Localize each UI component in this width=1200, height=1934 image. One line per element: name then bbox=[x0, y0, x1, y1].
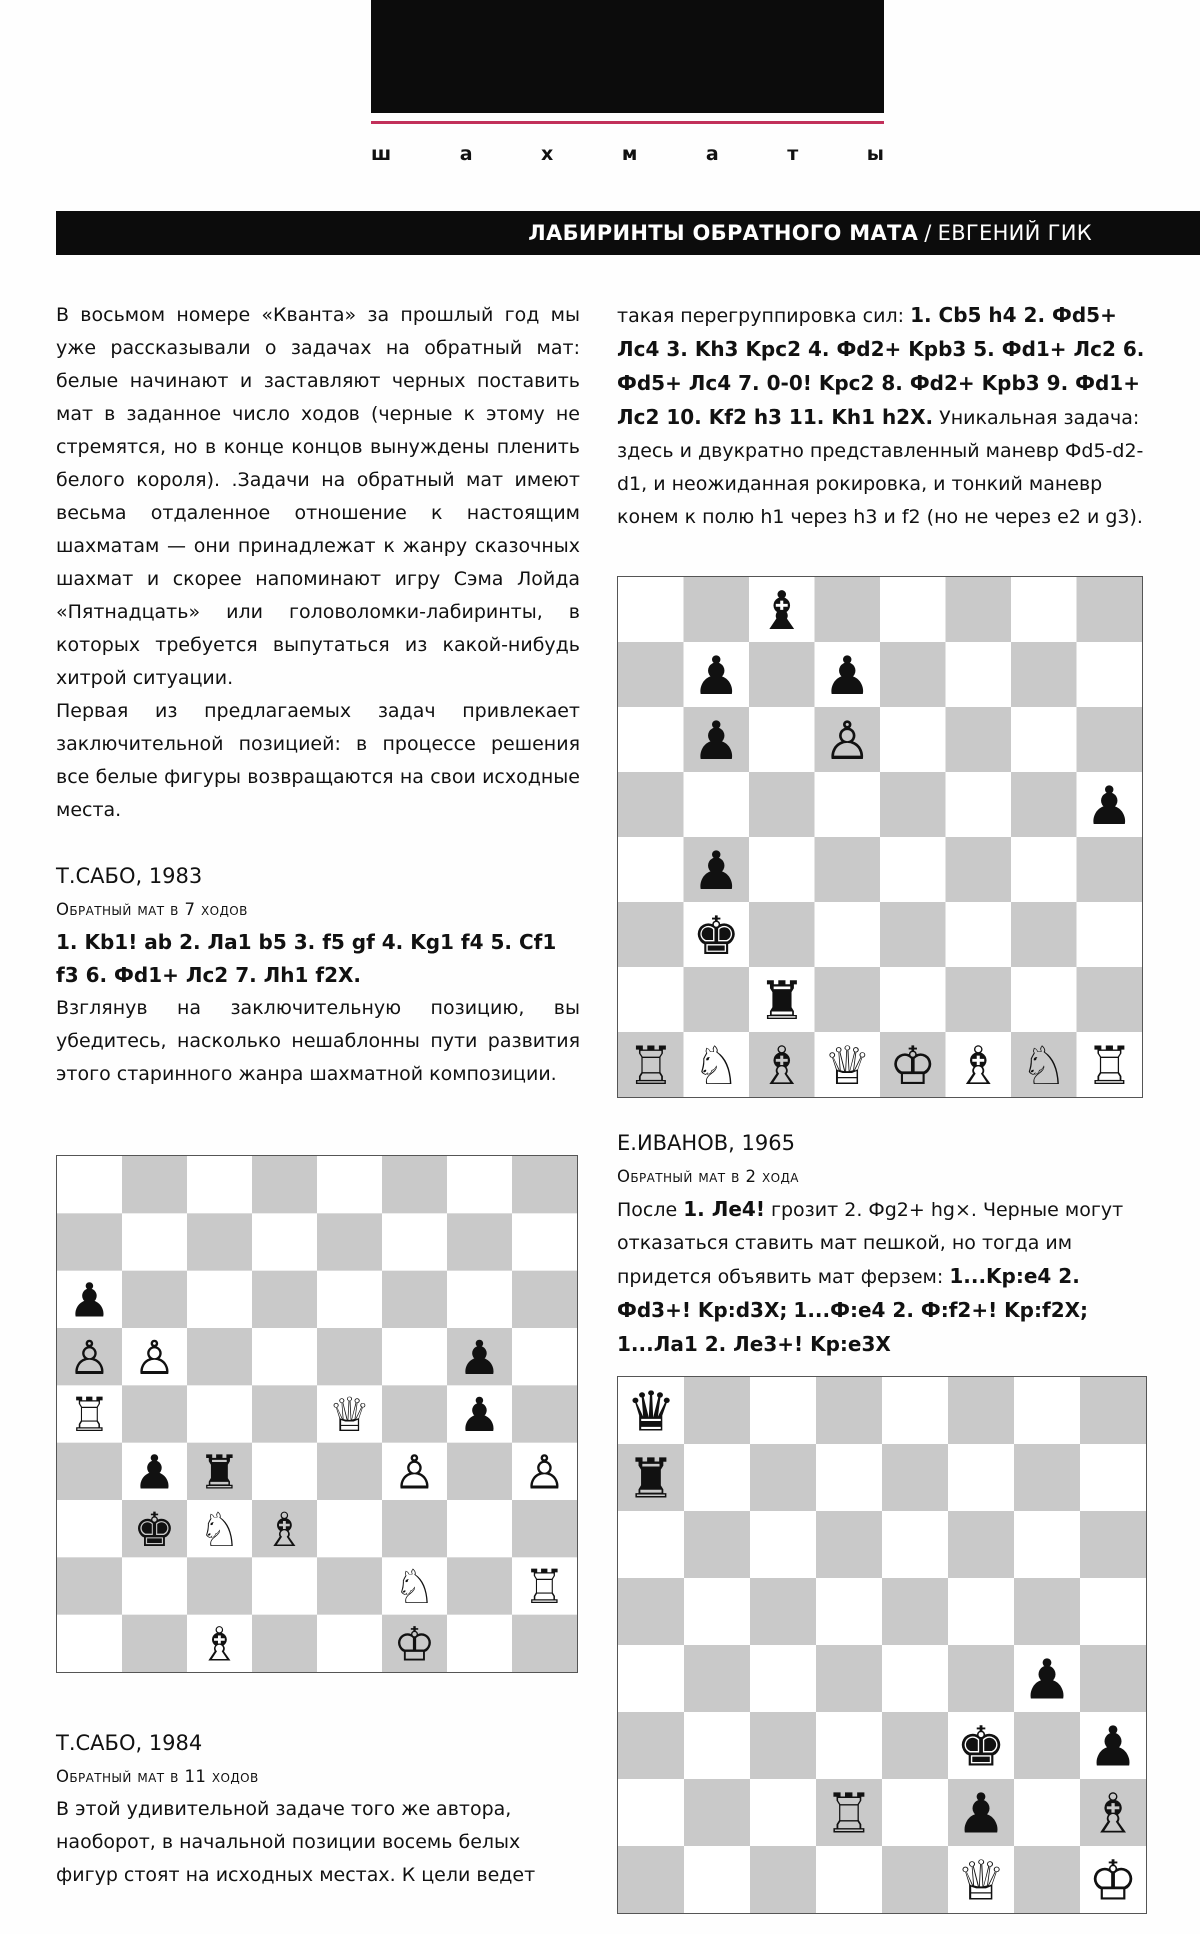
dark-square bbox=[57, 1557, 123, 1615]
white-pawn-icon: ♙ bbox=[823, 711, 872, 772]
dark-square bbox=[122, 1156, 188, 1214]
light-square bbox=[882, 1779, 949, 1847]
white-rook-icon: ♖ bbox=[523, 1560, 566, 1616]
dark-square bbox=[187, 1213, 253, 1271]
dark-square bbox=[317, 1213, 383, 1271]
problem3-first-move: 1. Ле4! bbox=[683, 1197, 765, 1221]
light-square bbox=[684, 1578, 751, 1646]
dark-square bbox=[948, 1377, 1015, 1445]
dark-square bbox=[618, 1578, 685, 1646]
light-square bbox=[749, 707, 815, 773]
section-letter: х bbox=[541, 143, 554, 165]
white-rook-icon: ♖ bbox=[1085, 1036, 1134, 1097]
section-letter: ш bbox=[371, 143, 392, 165]
section-letter: ы bbox=[866, 143, 884, 165]
light-square bbox=[816, 1712, 883, 1780]
light-square bbox=[447, 1271, 513, 1329]
light-square bbox=[618, 967, 684, 1033]
light-square bbox=[815, 902, 881, 968]
dark-square bbox=[1014, 1846, 1081, 1913]
dark-square bbox=[122, 1385, 188, 1443]
dark-square bbox=[815, 577, 881, 643]
dark-square bbox=[618, 1712, 685, 1780]
white-bishop-icon: ♗ bbox=[757, 1036, 806, 1097]
dark-square bbox=[618, 902, 684, 968]
problem3-paragraph bbox=[617, 1193, 1145, 1362]
black-rook-icon: ♜ bbox=[757, 971, 806, 1032]
dark-square bbox=[447, 1443, 513, 1501]
light-square bbox=[1014, 1511, 1081, 1579]
dark-square bbox=[750, 1578, 817, 1646]
dark-square bbox=[750, 1444, 817, 1512]
chess-diagram-3 bbox=[617, 1376, 1147, 1914]
black-pawn-icon: ♟ bbox=[133, 1445, 176, 1501]
light-square bbox=[1011, 577, 1077, 643]
white-knight-icon: ♘ bbox=[1019, 1036, 1068, 1097]
board-svg bbox=[618, 577, 1142, 1097]
light-square bbox=[946, 642, 1012, 708]
light-square bbox=[618, 1779, 685, 1847]
light-square bbox=[1014, 1377, 1081, 1445]
dark-square bbox=[252, 1156, 318, 1214]
problem2-subheading: Обратный мат в 11 ходов bbox=[56, 1767, 259, 1786]
white-rook-icon: ♖ bbox=[68, 1388, 111, 1444]
dark-square bbox=[57, 1213, 123, 1271]
section-letter: а bbox=[459, 143, 473, 165]
dark-square bbox=[882, 1846, 949, 1913]
intro-paragraph: В восьмом номере «Кванта» за прошлый год мы уже рассказывали о задачах на обратный мат: белые начинают и заставляют черных поставить мат в заданное число ходов (черные к этому не стремятся, но в конце концов вынуждены пленить белого короля). .Задачи на обратный мат имеют весьма отдаленное отношение к настоящим шахматам — они принадлежат к жанру сказочных шахмат и скорее напоминают игру Сэма Лойда «Пятнадцать» или головоломки-лабиринты, в которых требуется выпутаться из какой-нибудь хитрой ситуации. bbox=[56, 304, 580, 689]
light-square bbox=[618, 837, 684, 903]
dark-square bbox=[946, 707, 1012, 773]
dark-square bbox=[252, 1385, 318, 1443]
dark-square bbox=[447, 1557, 513, 1615]
problem3-text: После bbox=[617, 1199, 678, 1221]
dark-square bbox=[948, 1645, 1015, 1713]
white-bishop-icon: ♗ bbox=[263, 1502, 306, 1558]
black-rook-icon: ♜ bbox=[198, 1445, 241, 1501]
white-queen-icon: ♕ bbox=[823, 1036, 872, 1097]
dark-square bbox=[684, 967, 750, 1033]
continuation-comment: Уникальная задача: здесь и двукратно представленный маневр Фd5-d2-d1, и неожиданная рокировка, и тонкий маневр конем к полю h1 через h3 и f2 (но не через е2 и g3). bbox=[617, 407, 1144, 528]
chess-diagram-1 bbox=[56, 1155, 578, 1673]
dark-square bbox=[512, 1271, 577, 1329]
board-svg bbox=[618, 1377, 1146, 1913]
black-pawn-icon: ♟ bbox=[1022, 1647, 1072, 1712]
problem1-comment: Взглянув на заключительную позицию, вы убедитесь, насколько нешаблонны пути развития этого старинного жанра шахматной композиции. bbox=[56, 997, 580, 1085]
white-bishop-icon: ♗ bbox=[198, 1617, 241, 1672]
black-pawn-icon: ♟ bbox=[692, 646, 741, 707]
light-square bbox=[512, 1328, 577, 1386]
light-square bbox=[447, 1615, 513, 1672]
light-square bbox=[317, 1615, 383, 1672]
light-square bbox=[1077, 642, 1143, 708]
dark-square bbox=[122, 1615, 188, 1672]
light-square bbox=[815, 772, 881, 838]
black-pawn-icon: ♟ bbox=[956, 1781, 1006, 1846]
dark-square bbox=[684, 1645, 751, 1713]
light-square bbox=[618, 1645, 685, 1713]
black-king-icon: ♚ bbox=[133, 1502, 176, 1558]
problem2-heading: Т.САБО, 1984 bbox=[56, 1731, 203, 1755]
dark-square bbox=[512, 1615, 577, 1672]
light-square bbox=[317, 1271, 383, 1329]
problem1-subheading: Обратный мат в 7 ходов bbox=[56, 900, 248, 919]
white-rook-icon: ♖ bbox=[626, 1036, 675, 1097]
chess-diagram-2 bbox=[617, 576, 1143, 1098]
light-square bbox=[1011, 837, 1077, 903]
light-square bbox=[948, 1444, 1015, 1512]
light-square bbox=[1011, 707, 1077, 773]
light-square bbox=[1080, 1444, 1146, 1512]
dark-square bbox=[1014, 1444, 1081, 1512]
light-square bbox=[382, 1328, 448, 1386]
dark-square bbox=[684, 1779, 751, 1847]
light-square bbox=[684, 1846, 751, 1913]
light-square bbox=[57, 1156, 123, 1214]
black-pawn-icon: ♟ bbox=[458, 1388, 501, 1444]
dark-square bbox=[880, 902, 946, 968]
dark-square bbox=[382, 1385, 448, 1443]
section-letter: т bbox=[787, 143, 799, 165]
right-column bbox=[617, 299, 1145, 534]
article-title: ЛАБИРИНТЫ ОБРАТНОГО МАТА bbox=[528, 221, 919, 245]
black-queen-icon: ♛ bbox=[626, 1379, 676, 1444]
black-bishop-icon: ♝ bbox=[757, 581, 806, 642]
dark-square bbox=[684, 577, 750, 643]
black-rook-icon: ♜ bbox=[626, 1446, 676, 1511]
dark-square bbox=[880, 772, 946, 838]
continuation-text: такая перегруппировка сил: bbox=[617, 305, 905, 327]
white-queen-icon: ♕ bbox=[328, 1388, 371, 1444]
dark-square bbox=[512, 1156, 577, 1214]
white-pawn-icon: ♙ bbox=[523, 1445, 566, 1501]
problem1-heading: Т.САБО, 1983 bbox=[56, 864, 203, 888]
dark-square bbox=[946, 967, 1012, 1033]
black-pawn-icon: ♟ bbox=[68, 1273, 111, 1329]
light-square bbox=[618, 707, 684, 773]
dark-square bbox=[447, 1213, 513, 1271]
dark-square bbox=[1080, 1645, 1146, 1713]
dark-square bbox=[618, 642, 684, 708]
dark-square bbox=[882, 1578, 949, 1646]
light-square bbox=[382, 1213, 448, 1271]
black-king-icon: ♚ bbox=[956, 1714, 1006, 1779]
light-square bbox=[750, 1511, 817, 1579]
light-square bbox=[816, 1578, 883, 1646]
black-pawn-icon: ♟ bbox=[458, 1330, 501, 1386]
light-square bbox=[187, 1156, 253, 1214]
dark-square bbox=[750, 1712, 817, 1780]
dark-square bbox=[618, 772, 684, 838]
section-letter: а bbox=[705, 143, 719, 165]
dark-square bbox=[317, 1443, 383, 1501]
dark-square bbox=[618, 1846, 685, 1913]
right-column-middle bbox=[617, 1127, 1145, 1362]
section-title bbox=[371, 143, 884, 165]
light-square bbox=[750, 1645, 817, 1713]
light-square bbox=[880, 967, 946, 1033]
white-bishop-icon: ♗ bbox=[1088, 1781, 1138, 1846]
dark-square bbox=[187, 1328, 253, 1386]
white-bishop-icon: ♗ bbox=[954, 1036, 1003, 1097]
problem3-line-1: 1...Kp:e4 2. Фd3+! Kp:d3X; bbox=[617, 1264, 1080, 1322]
light-square bbox=[750, 1779, 817, 1847]
dark-square bbox=[317, 1557, 383, 1615]
light-square bbox=[187, 1271, 253, 1329]
problem3-heading: Е.ИВАНОВ, 1965 bbox=[617, 1131, 795, 1155]
dark-square bbox=[122, 1271, 188, 1329]
dark-square bbox=[1077, 707, 1143, 773]
dark-square bbox=[187, 1557, 253, 1615]
dark-square bbox=[317, 1328, 383, 1386]
light-square bbox=[1080, 1578, 1146, 1646]
dark-square bbox=[750, 1846, 817, 1913]
white-knight-icon: ♘ bbox=[198, 1502, 241, 1558]
black-pawn-icon: ♟ bbox=[692, 711, 741, 772]
continuation-paragraph bbox=[617, 299, 1145, 534]
left-column-bottom bbox=[56, 1727, 580, 1892]
dark-square bbox=[1011, 642, 1077, 708]
dark-square bbox=[382, 1156, 448, 1214]
light-square bbox=[880, 837, 946, 903]
light-square bbox=[1077, 902, 1143, 968]
light-square bbox=[252, 1443, 318, 1501]
dark-square bbox=[1077, 837, 1143, 903]
dark-square bbox=[816, 1645, 883, 1713]
header-black-block bbox=[371, 0, 884, 113]
problem3-subheading: Обратный мат в 2 хода bbox=[617, 1167, 799, 1186]
white-king-icon: ♔ bbox=[1088, 1848, 1138, 1913]
dark-square bbox=[1014, 1578, 1081, 1646]
dark-square bbox=[1080, 1511, 1146, 1579]
light-square bbox=[317, 1156, 383, 1214]
light-square bbox=[187, 1385, 253, 1443]
black-pawn-icon: ♟ bbox=[1085, 776, 1134, 837]
light-square bbox=[816, 1846, 883, 1913]
white-pawn-icon: ♙ bbox=[133, 1330, 176, 1386]
white-knight-icon: ♘ bbox=[692, 1036, 741, 1097]
dark-square bbox=[1080, 1377, 1146, 1445]
white-knight-icon: ♘ bbox=[393, 1560, 436, 1616]
white-pawn-icon: ♙ bbox=[68, 1330, 111, 1386]
light-square bbox=[750, 1377, 817, 1445]
dark-square bbox=[512, 1500, 577, 1558]
problem3-line-2: 1...Ф:е4 2. Ф:f2+! Kp:f2X; bbox=[793, 1298, 1089, 1322]
white-king-icon: ♔ bbox=[393, 1617, 436, 1672]
light-square bbox=[252, 1328, 318, 1386]
black-pawn-icon: ♟ bbox=[823, 646, 872, 707]
light-square bbox=[882, 1645, 949, 1713]
black-pawn-icon: ♟ bbox=[692, 841, 741, 902]
article-author: ЕВГЕНИЙ ГИК bbox=[937, 221, 1092, 245]
dark-square bbox=[1077, 577, 1143, 643]
dark-square bbox=[252, 1615, 318, 1672]
white-pawn-icon: ♙ bbox=[393, 1445, 436, 1501]
light-square bbox=[749, 837, 815, 903]
light-square bbox=[618, 1511, 685, 1579]
light-square bbox=[880, 707, 946, 773]
dark-square bbox=[382, 1500, 448, 1558]
dark-square bbox=[512, 1385, 577, 1443]
light-square bbox=[57, 1615, 123, 1672]
dark-square bbox=[948, 1511, 1015, 1579]
light-square bbox=[948, 1578, 1015, 1646]
dark-square bbox=[57, 1443, 123, 1501]
header-accent-rule bbox=[371, 121, 884, 124]
section-letter: м bbox=[621, 143, 638, 165]
light-square bbox=[1014, 1779, 1081, 1847]
intro-paragraph-2: Первая из предлагаемых задач привлекает заключительной позицией: в процессе решения все белые фигуры возвращаются на свои исходные места. bbox=[56, 700, 580, 821]
dark-square bbox=[749, 902, 815, 968]
dark-square bbox=[882, 1444, 949, 1512]
dark-square bbox=[816, 1377, 883, 1445]
white-rook-icon: ♖ bbox=[824, 1781, 874, 1846]
problem3-line-3: 1...Ла1 2. Ле3+! Kp:e3X bbox=[617, 1332, 891, 1356]
white-queen-icon: ♕ bbox=[956, 1848, 1006, 1913]
continuation-solution: 1. Cb5 h4 2. Фd5+ Лс4 3. Kh3 Kpc2 4. Фd2+ Kpb3 5. Фd1+ Лс2 6. Фd5+ Лс4 7. 0-0! Kpc2 8. Фd2+ Kpb3 9. Фd1+ Лс2 10. Kf2 h3 11. Kh1 h2X. bbox=[617, 303, 1145, 429]
dark-square bbox=[816, 1511, 883, 1579]
light-square bbox=[447, 1500, 513, 1558]
dark-square bbox=[749, 642, 815, 708]
light-square bbox=[882, 1511, 949, 1579]
dark-square bbox=[882, 1712, 949, 1780]
light-square bbox=[684, 1444, 751, 1512]
article-title-bar bbox=[56, 211, 1200, 255]
light-square bbox=[447, 1156, 513, 1214]
light-square bbox=[512, 1213, 577, 1271]
problem2-text: В этой удивительной задаче того же автора, наоборот, в начальной позиции восемь белых фигур стоят на исходных местах. К цели ведет bbox=[56, 1798, 536, 1886]
light-square bbox=[252, 1557, 318, 1615]
light-square bbox=[1011, 967, 1077, 1033]
light-square bbox=[317, 1500, 383, 1558]
dark-square bbox=[749, 772, 815, 838]
light-square bbox=[684, 1712, 751, 1780]
dark-square bbox=[252, 1271, 318, 1329]
dark-square bbox=[815, 967, 881, 1033]
left-column bbox=[56, 299, 580, 1091]
dark-square bbox=[946, 837, 1012, 903]
dark-square bbox=[382, 1271, 448, 1329]
white-king-icon: ♔ bbox=[888, 1036, 937, 1097]
problem1-solution: 1. Kb1! ab 2. Ла1 b5 3. f5 gf 4. Kg1 f4 5. Cf1 f3 6. Фd1+ Лс2 7. Лh1 f2X. bbox=[56, 930, 557, 987]
dark-square bbox=[1077, 967, 1143, 1033]
problem3-text-2: грозит 2. Фg2+ hg×. Черные могут отказаться ставить мат пешкой, но тогда им придется объявить мат ферзем: bbox=[617, 1199, 1124, 1288]
black-pawn-icon: ♟ bbox=[1088, 1714, 1138, 1779]
light-square bbox=[684, 772, 750, 838]
dark-square bbox=[1011, 902, 1077, 968]
light-square bbox=[57, 1500, 123, 1558]
light-square bbox=[122, 1557, 188, 1615]
light-square bbox=[252, 1213, 318, 1271]
board-svg bbox=[57, 1156, 577, 1672]
light-square bbox=[946, 772, 1012, 838]
dark-square bbox=[684, 1511, 751, 1579]
light-square bbox=[816, 1444, 883, 1512]
light-square bbox=[946, 902, 1012, 968]
dark-square bbox=[880, 642, 946, 708]
light-square bbox=[880, 577, 946, 643]
light-square bbox=[882, 1377, 949, 1445]
dark-square bbox=[946, 577, 1012, 643]
black-king-icon: ♚ bbox=[692, 906, 741, 967]
dark-square bbox=[684, 1377, 751, 1445]
title-separator: / bbox=[924, 221, 932, 245]
dark-square bbox=[815, 837, 881, 903]
light-square bbox=[122, 1213, 188, 1271]
dark-square bbox=[1011, 772, 1077, 838]
light-square bbox=[618, 577, 684, 643]
dark-square bbox=[1014, 1712, 1081, 1780]
